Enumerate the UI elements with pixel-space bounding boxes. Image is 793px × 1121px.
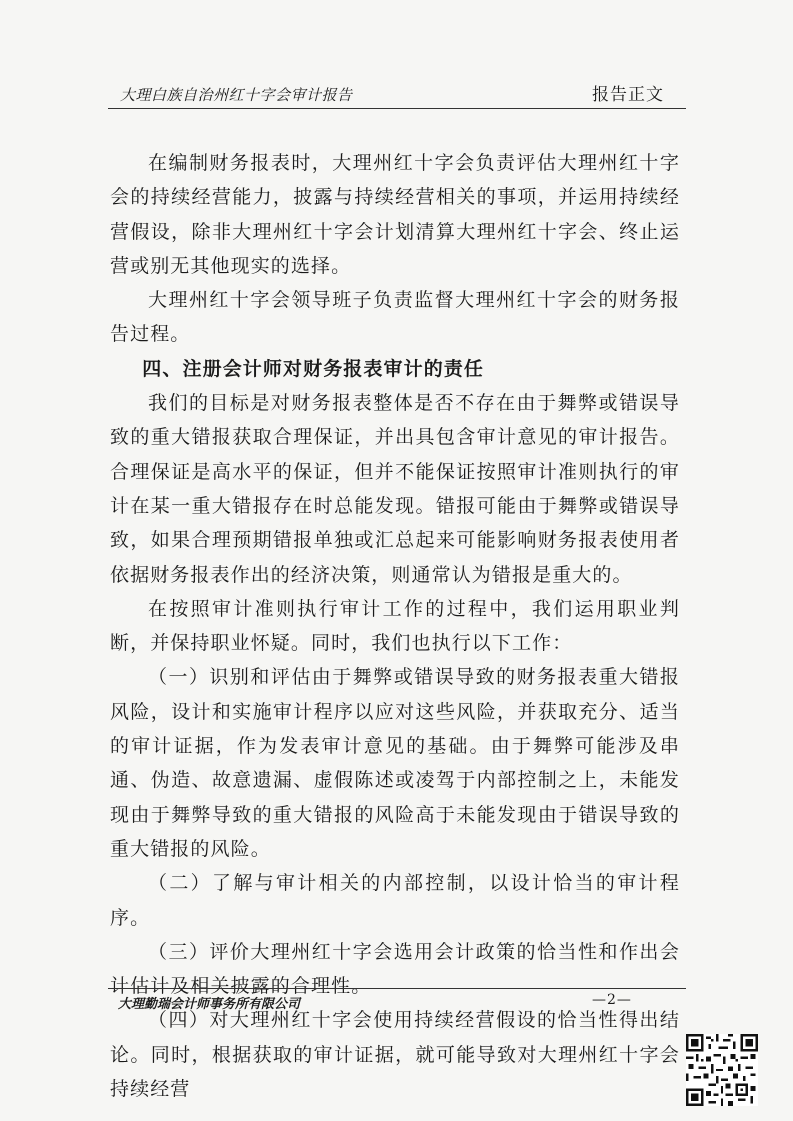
footer-firm-name: 大理勤瑞会计师事务所有限公司 bbox=[118, 997, 301, 1012]
footer-divider bbox=[108, 988, 686, 989]
list-item-accounting-policies: （三）评价大理州红十字会选用会计政策的恰当性和作出会计估计及相关披露的合理性。 bbox=[110, 940, 680, 998]
paragraph-oversight: 大理州红十字会领导班子负责监督大理州红十字会的财务报告过程。 bbox=[110, 289, 680, 346]
paragraph-professional-judgment: 在按照审计准则执行审计工作的过程中，我们运用职业判断，并保持职业怀疑。同时，我们也执行以下工作： bbox=[110, 597, 680, 655]
header-org-title: 大理白族自治州红十字会审计报告 bbox=[120, 86, 353, 104]
list-item-internal-control: （二）了解与审计相关的内部控制，以设计恰当的审计程序。 bbox=[110, 872, 680, 929]
footer-page-number: —2— bbox=[592, 992, 632, 1008]
report-body bbox=[110, 146, 680, 1106]
list-item-risk-assessment: （一）识别和评估由于舞弊或错误导致的财务报表重大错报风险，设计和实施审计程序以应对这些风险，并获取充分、适当的审计证据，作为发表审计意见的基础。由于舞弊可能涉及串通、伪造、故意遗漏、虚假陈述或凌驾于内部控制之上，未能发现由于舞弊导致的重大错报的风险高于未能发现由于错误导致的重大错报的风险。 bbox=[110, 666, 680, 860]
header-divider bbox=[108, 108, 686, 109]
header-section-label: 报告正文 bbox=[592, 85, 664, 105]
paragraph-going-concern: 在编制财务报表时，大理州红十字会负责评估大理州红十字会的持续经营能力，披露与持续经营相关的事项，并运用持续经营假设，除非大理州红十字会计划清算大理州红十字会、终止运营或别无其他现实的选择。 bbox=[110, 152, 680, 277]
paragraph-audit-objective: 我们的目标是对财务报表整体是否不存在由于舞弊或错误导致的重大错报获取合理保证，并出具包含审计意见的审计报告。合理保证是高水平的保证，但并不能保证按照审计准则执行的审计在某一重大错报存在时总能发现。错报可能由于舞弊或错误导致，如果合理预期错报单独或汇总起来可能影响财务报表使用者依据财务报表作出的经济决策，则通常认为错报是重大的。 bbox=[110, 392, 680, 586]
section-heading-auditor-responsibility: 四、注册会计师对财务报表审计的责任 bbox=[142, 357, 484, 380]
qr-code-icon bbox=[686, 1034, 758, 1106]
list-item-going-concern-conclusion: （四）对大理州红十字会使用持续经营假设的恰当性得出结论。同时，根据获取的审计证据，就可能导致对大理州红十字会持续经营 bbox=[110, 1009, 680, 1101]
